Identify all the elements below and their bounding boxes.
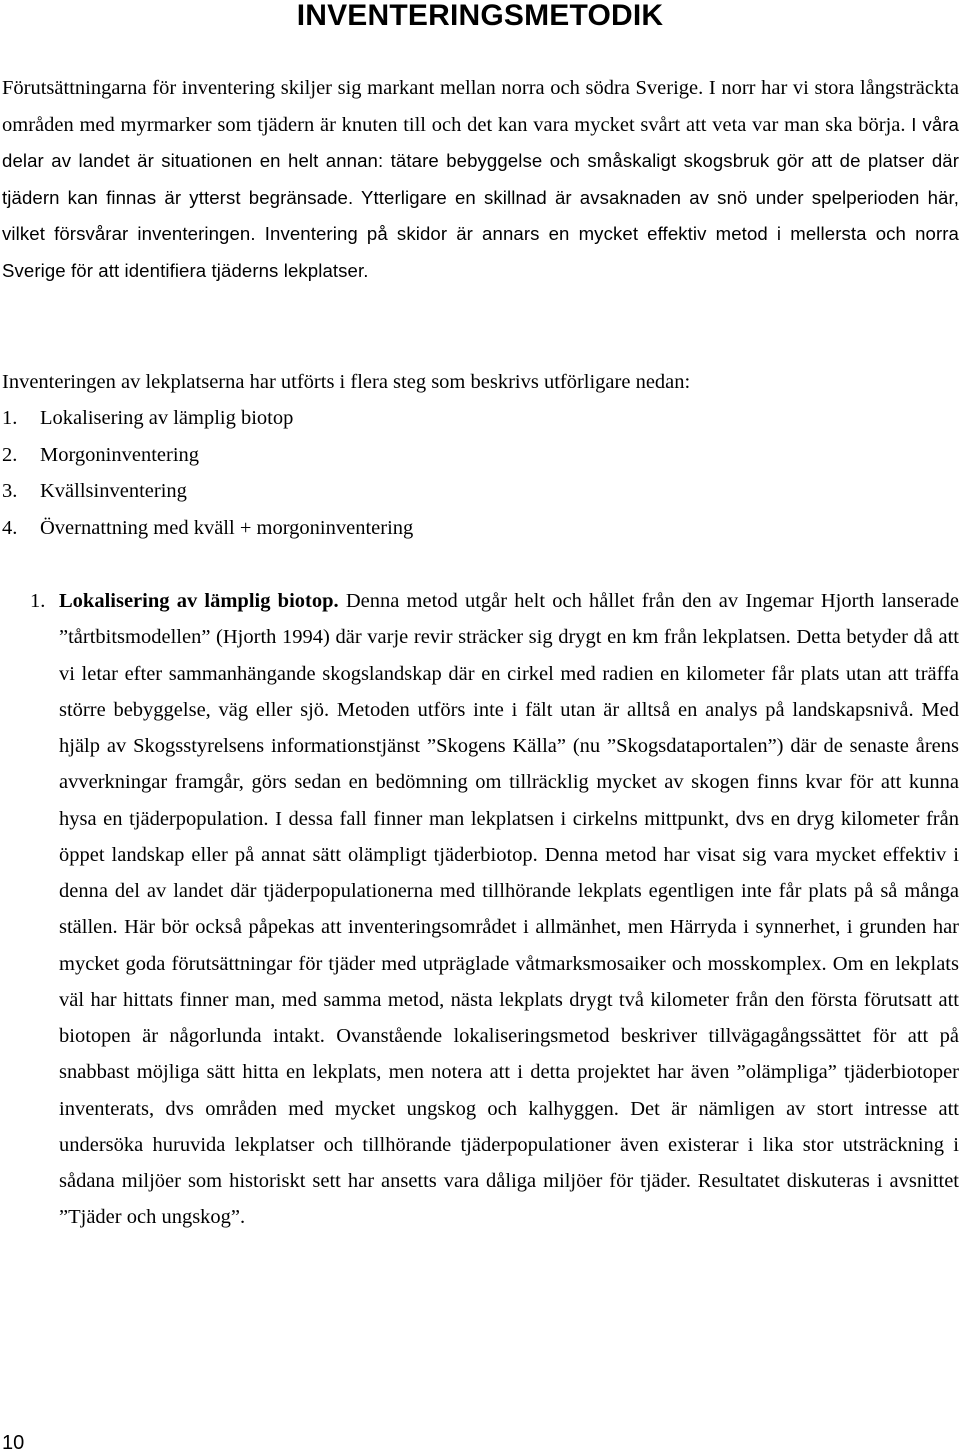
list-item bbox=[2, 473, 902, 510]
step-number: 3. bbox=[2, 480, 18, 503]
intro-text-serif: Förutsättningarna för inventering skiljer sig markant mellan norra och södra Sverige. I norr har vi stora långsträckta områden med myrmarker som tjädern är knuten till och det kan vara mycket svårt att veta var man ska börja. bbox=[2, 77, 959, 136]
list-item bbox=[2, 437, 902, 474]
step-number: 4. bbox=[2, 516, 18, 539]
intro-paragraph bbox=[2, 70, 959, 290]
list-item bbox=[2, 400, 902, 437]
step-label: Kvällsinventering bbox=[40, 480, 187, 503]
step-number: 2. bbox=[2, 443, 18, 466]
list-item bbox=[2, 510, 902, 547]
step-label: Lokalisering av lämplig biotop bbox=[40, 407, 294, 429]
section-number: 1. bbox=[30, 590, 46, 612]
section-heading: Lokalisering av lämplig biotop. bbox=[59, 590, 339, 612]
section-body: Denna metod utgår helt och hållet från den av Ingemar Hjorth lanserade ”tårtbitsmodellen” (Hjorth 1994) där varje revir sträcker sig drygt en km från lekplatsen. Detta betyder då att vi letar efter sammanhängande skogslandskap där en cirkel med radien en kilometer får plats utan att träffa större bebyggelse, väg eller sjö. Metoden utförs inte i fält utan är alltså en analys på landskapsnivå. Med hjälp av Skogsstyrelsens informationstjänst ”Skogens Källa” (nu ”Skogsdataportalen”) där de senaste årens avverkningar framgår, görs sedan en bedömning om tillräcklig mycket av skogen finns kvar för att kunna hysa en tjäderpopulation. I dessa fall finner man lekplatsen i cirkelns mittpunkt, dvs en dryg kilometer från öppet landskap eller på annat sätt olämpligt tjäderbiotop. Denna metod har visat sig vara mycket effektiv i denna del av landet där tjäderpopulationerna med tillhörande lekplats egentligen inte får plats på så många ställen. Här bör också påpekas att inventeringsområdet i allmänhet, men Härryda i synnerhet, i grunden har mycket goda förutsättningar för tjäder med utpräglade våtmarksmosaiker och mosskomplex. Om en lekplats väl har hittats finner man, med samma metod, nästa lekplats drygt två kilometer från den första förutsatt att biotopen är någorlunda intakt. Ovanstående lokaliseringsmetod beskriver tillvägagångssättet för att på snabbast möjliga sätt hitta en lekplats, men notera att i detta projektet har även ”olämpliga” tjäderbiotoper inventerats, dvs områden med mycket ungskog och kalhyggen. Det är nämligen av stort intresse att undersöka huruvida lekplatser och tillhörande tjäderpopulationer även existerar i lika stor utsträckning i sådana miljöer som historiskt sett har ansetts vara dåliga miljöer för tjäder. Resultatet diskuteras i avsnittet ”Tjäder och ungskog”. bbox=[59, 590, 959, 1229]
page-title: INVENTERINGSMETODIK bbox=[296, 0, 664, 32]
page-number: 10 bbox=[2, 1432, 25, 1454]
intro-text-sans: I våra delar av landet är situationen en helt annan: tätare bebyggelse och småskaligt skogsbruk gör att de platser där tjädern kan finnas är ytterst begränsade. Ytterligare en skillnad är avsaknaden av snö under spelperioden här, vilket försvårar inventeringen. Inventering på skidor är annars en mycket effektiv metod i mellersta och norra Sverige för att identifiera tjäderns lekplatser. bbox=[2, 113, 959, 281]
steps-lead: Inventeringen av lekplatserna har utförts i flera steg som beskrivs utförligare nedan: bbox=[2, 371, 691, 393]
section-lokalisering bbox=[30, 583, 959, 1236]
section-body-paragraph bbox=[30, 583, 959, 1236]
step-number: 1. bbox=[2, 407, 18, 429]
steps-list bbox=[2, 400, 902, 546]
step-label: Övernattning med kväll + morgoninventering bbox=[40, 516, 414, 539]
step-label: Morgoninventering bbox=[40, 443, 200, 466]
